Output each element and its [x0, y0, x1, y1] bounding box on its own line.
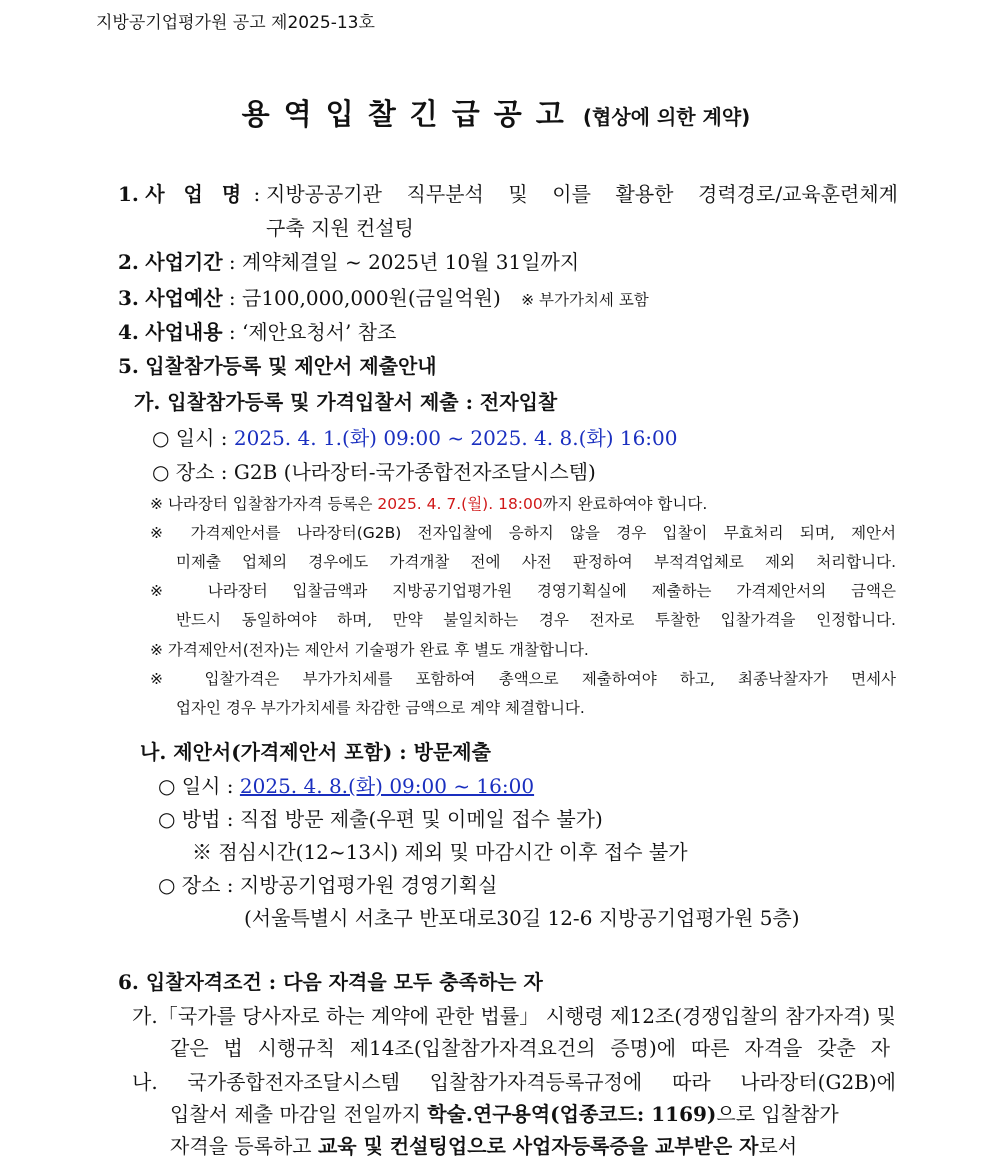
- item-4-value: ‘제안요청서’ 참조: [242, 320, 397, 344]
- item-6-ga-line1: 가.「국가를 당사자로 하는 계약에 관한 법률」 시행령 제12조(경쟁입찰의 참가자격) 및: [132, 1004, 896, 1028]
- item-4-label: 사업내용: [145, 320, 223, 344]
- item-3-sep: :: [228, 286, 236, 310]
- item-6-na-line2-bold: 학술.연구용역(업종코드: 1169): [427, 1102, 717, 1126]
- item-3-note: ※ 부가가치세 포함: [521, 291, 649, 309]
- item-2-label: 사업기간: [145, 250, 223, 274]
- ga-note-1-pre: ※ 나라장터 입찰참가자격 등록은: [150, 495, 373, 513]
- ga-note-5-line2: 업자인 경우 부가가치세를 차감한 금액으로 계약 체결합니다.: [176, 699, 585, 717]
- item-6-na-line2-pre: 입찰서 제출 마감일 전일까지: [170, 1102, 421, 1126]
- item-3-value: 금100,000,000원(금일억원): [242, 286, 501, 310]
- item-4-number: 4.: [118, 320, 139, 344]
- ga-note-1: [150, 492, 707, 514]
- item-4-row: [118, 316, 396, 345]
- item-6-na-line3: [170, 1130, 797, 1159]
- ga-note-2-line1: ※ 가격제안서를 나라장터(G2B) 전자입찰에 응하지 않을 경우 입찰이 무효처리 되며, 제안서: [150, 524, 896, 542]
- na-method-note: ※ 점심시간(12~13시) 제외 및 마감시간 이후 접수 불가: [192, 840, 688, 864]
- item-3-number: 3.: [118, 286, 139, 310]
- ga-note-2-line2: 미제출 업체의 경우에도 가격개찰 전에 사전 판정하여 부적격업체로 제외 처리합니다.: [176, 553, 896, 571]
- ga-date-row: [152, 422, 678, 451]
- ga-date-label: ○ 일시 :: [152, 426, 228, 450]
- item-1-label: 사 업 명: [145, 182, 248, 206]
- page-title: [0, 92, 992, 133]
- ga-place: ○ 장소 : G2B (나라장터-국가종합전자조달시스템): [152, 460, 596, 484]
- item-3-row: [118, 282, 649, 311]
- item-3-label: 사업예산: [145, 286, 223, 310]
- item-2-sep: :: [228, 250, 236, 274]
- section-ga-heading: 가. 입찰참가등록 및 가격입찰서 제출 : 전자입찰: [134, 390, 558, 414]
- item-6-na-line2-post: 으로 입찰참가: [716, 1102, 839, 1126]
- ga-note-5-line1: ※ 입찰가격은 부가가치세를 포함하여 총액으로 제출하여야 하고, 최종낙찰자가 면세사: [150, 670, 896, 688]
- item-1-sep: :: [253, 182, 261, 206]
- ga-note-1-post: 까지 완료하여야 합니다.: [542, 495, 708, 513]
- na-date-value: 2025. 4. 8.(화) 09:00 ~ 16:00: [239, 774, 535, 798]
- item-5-label: 입찰참가등록 및 제안서 제출안내: [145, 354, 437, 378]
- item-6-na-line2: [170, 1098, 839, 1127]
- ga-date-value: 2025. 4. 1.(화) 09:00 ~ 2025. 4. 8.(화) 16:00: [233, 426, 678, 450]
- na-date-row: [158, 770, 534, 799]
- section-na-heading: 나. 제안서(가격제안서 포함) : 방문제출: [140, 740, 491, 764]
- item-4-sep: :: [228, 320, 236, 344]
- item-6-na-line1: 나. 국가종합전자조달시스템 입찰참가자격등록규정에 따라 나라장터(G2B)에: [132, 1070, 896, 1094]
- item-6-na-line3-pre: 자격을 등록하고: [170, 1134, 312, 1158]
- ga-note-3-line2: 반드시 동일하여야 하며, 만약 불일치하는 경우 전자로 투찰한 입찰가격을 인정합니다.: [176, 611, 896, 629]
- item-5-number: 5.: [118, 354, 139, 378]
- item-1-number: 1.: [118, 182, 139, 206]
- na-address: (서울특별시 서초구 반포대로30길 12-6 지방공기업평가원 5층): [244, 906, 800, 930]
- item-2-value: 계약체결일 ~ 2025년 10월 31일까지: [242, 250, 580, 274]
- item-6-na-line3-post: 로서: [758, 1134, 798, 1158]
- notice-number: 지방공기업평가원 공고 제2025-13호: [96, 13, 375, 33]
- ga-note-4: ※ 가격제안서(전자)는 제안서 기술평가 완료 후 별도 개찰합니다.: [150, 641, 589, 659]
- item-1-value-line2: 구축 지원 컨설팅: [266, 216, 414, 240]
- na-date-label: ○ 일시 :: [158, 774, 234, 798]
- item-6-ga-line2: 같은 법 시행규칙 제14조(입찰참가자격요건의 증명)에 따른 자격을 갖춘 자: [170, 1036, 890, 1060]
- title-sub: (협상에 의한 계약): [582, 105, 751, 129]
- item-5-row: [118, 350, 437, 379]
- na-place: ○ 장소 : 지방공기업평가원 경영기획실: [158, 873, 498, 897]
- item-2-number: 2.: [118, 250, 139, 274]
- title-main: 용역입찰긴급공고: [241, 97, 578, 131]
- item-1-value-line1: 지방공공기관 직무분석 및 이를 활용한 경력경로/교육훈련체계: [266, 182, 898, 206]
- item-6-na-line3-bold: 교육 및 컨설팅업으로 사업자등록증을 교부받은 자: [317, 1134, 759, 1158]
- item-6-heading: 6. 입찰자격조건 : 다음 자격을 모두 충족하는 자: [118, 970, 543, 994]
- item-1-row: [118, 178, 260, 207]
- ga-note-3-line1: ※ 나라장터 입찰금액과 지방공기업평가원 경영기획실에 제출하는 가격제안서의 금액은: [150, 582, 896, 600]
- na-method: ○ 방법 : 직접 방문 제출(우편 및 이메일 접수 불가): [158, 807, 603, 831]
- item-2-row: [118, 246, 579, 275]
- ga-note-1-deadline: 2025. 4. 7.(월). 18:00: [377, 495, 543, 513]
